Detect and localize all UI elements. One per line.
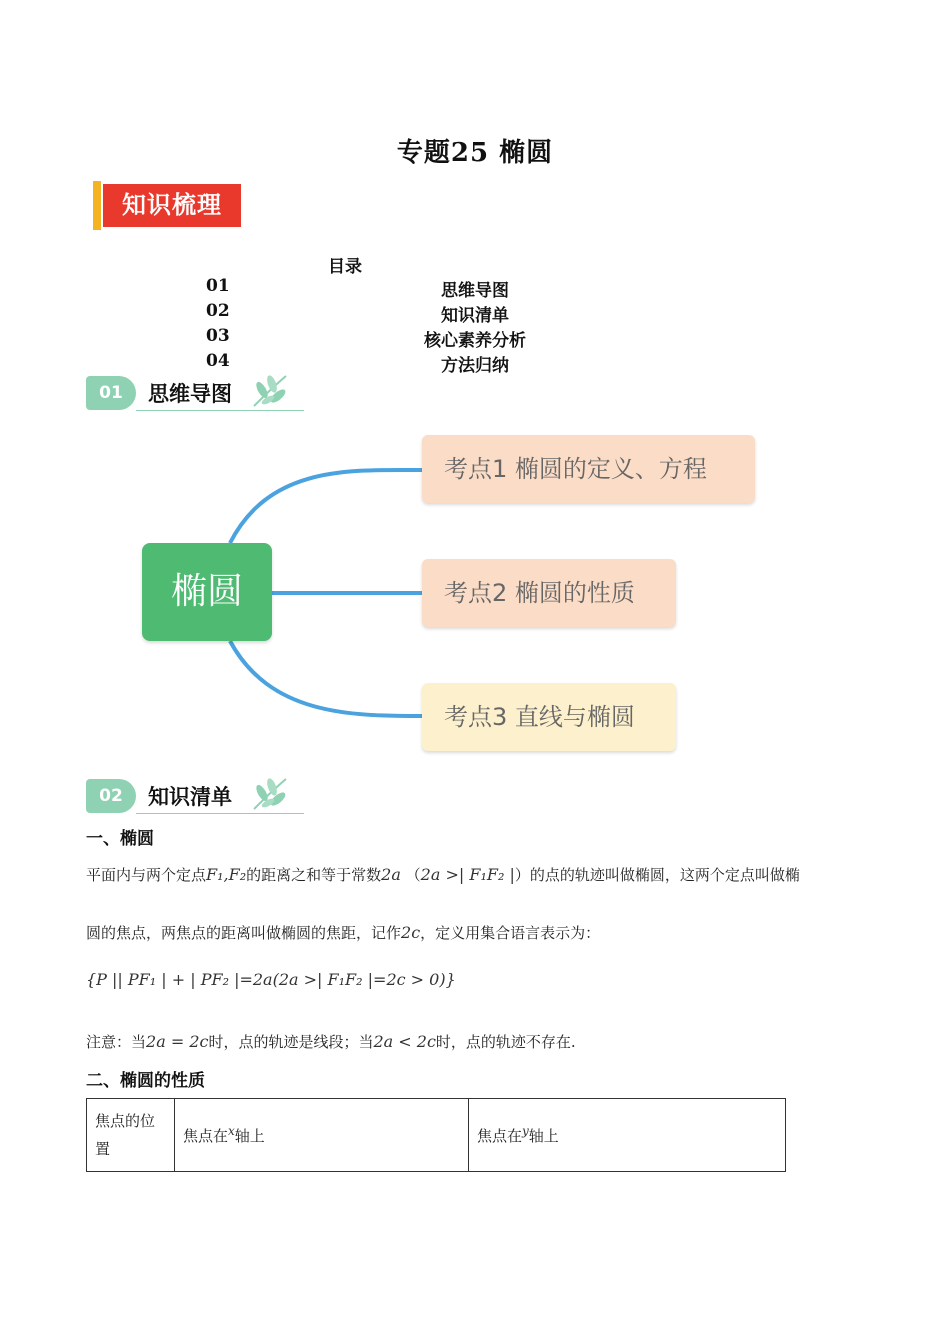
text-segment: 时，点的轨迹是线段；当 (208, 1033, 374, 1051)
toc-item-text: 思维导图 (441, 281, 509, 301)
text-segment: （ (405, 866, 421, 884)
document-title: 专题25 椭圆 (396, 138, 554, 168)
leaf-icon (248, 370, 292, 410)
table-cell: 焦点的位置 (87, 1099, 175, 1172)
sub-banner-label: 知识清单 (148, 785, 232, 809)
text-segment: 轴上 (234, 1127, 265, 1145)
text-segment: 轴上 (528, 1127, 559, 1145)
math-set-formula: {P || PF₁ | + | PF₂ |=2a(2a >| F₁F₂ |=2c > 0)} (86, 970, 456, 989)
heading-ellipse: 一、椭圆 (86, 829, 154, 849)
toc-item-number: 01 (206, 276, 230, 296)
mind-map-root[interactable]: 椭圆 (142, 543, 272, 641)
section-banner-label: 知识梳理 (103, 184, 241, 227)
toc-item-text: 方法归纳 (441, 356, 509, 376)
sub-banner-underline (136, 410, 304, 411)
text-segment: 注意：当 (86, 1033, 147, 1051)
math-y: y (522, 1124, 529, 1138)
heading-properties: 二、椭圆的性质 (86, 1071, 205, 1091)
toc-item-text: 核心素养分析 (424, 331, 526, 351)
math-foci: F₁,F₂ (206, 865, 247, 884)
math-2c: 2c (401, 923, 421, 942)
text-segment: ，定义用集合语言表示为： (420, 924, 601, 942)
math-x: x (228, 1124, 235, 1138)
toc-item-number: 03 (206, 326, 230, 346)
definition-paragraph-line1 (86, 864, 800, 885)
toc-item[interactable] (0, 301, 950, 325)
toc-item[interactable] (0, 326, 950, 350)
text-segment: ）的点的轨迹叫做椭圆，这两个定点叫做椭 (514, 866, 800, 884)
math-equal: 2a = 2c (146, 1032, 209, 1051)
math-condition: 2a >| F₁F₂ | (420, 865, 515, 884)
text-segment: 焦点在 (477, 1127, 523, 1145)
table-cell (175, 1099, 469, 1172)
text-segment: 的距离之和等于常数 (246, 866, 382, 884)
sub-banner-underline (136, 813, 304, 814)
set-definition-formula (86, 970, 456, 989)
toc-item-text: 知识清单 (441, 306, 509, 326)
sub-banner-label: 思维导图 (148, 382, 232, 406)
mind-map-node[interactable]: 考点1 椭圆的定义、方程 (422, 435, 755, 503)
sub-banner-number: 02 (86, 779, 136, 813)
mind-map (130, 425, 780, 765)
text-segment: 时，点的轨迹不存在. (435, 1033, 576, 1051)
toc-item-number: 02 (206, 301, 230, 321)
table-row (87, 1099, 786, 1172)
toc-item[interactable] (0, 276, 950, 300)
text-segment: 圆的焦点，两焦点的距离叫做椭圆的焦距，记作 (86, 924, 402, 942)
definition-paragraph-line2 (86, 922, 600, 943)
toc-item-number: 04 (206, 351, 230, 371)
banner-accent-bar (93, 181, 101, 230)
mind-map-node[interactable]: 考点2 椭圆的性质 (422, 559, 676, 627)
toc-heading: 目录 (328, 257, 362, 277)
properties-table (86, 1098, 786, 1172)
sub-banner-knowledge (86, 775, 316, 819)
text-segment: 焦点在 (183, 1127, 229, 1145)
sub-banner-number: 01 (86, 376, 136, 410)
math-less: 2a < 2c (373, 1032, 436, 1051)
section-banner (93, 181, 243, 230)
math-2a: 2a (381, 865, 401, 884)
leaf-icon (248, 773, 292, 813)
text-segment: 平面内与两个定点 (86, 866, 207, 884)
note-paragraph (86, 1031, 576, 1052)
mind-map-node[interactable]: 考点3 直线与椭圆 (422, 683, 676, 751)
sub-banner-mindmap (86, 372, 316, 416)
table-cell (469, 1099, 786, 1172)
